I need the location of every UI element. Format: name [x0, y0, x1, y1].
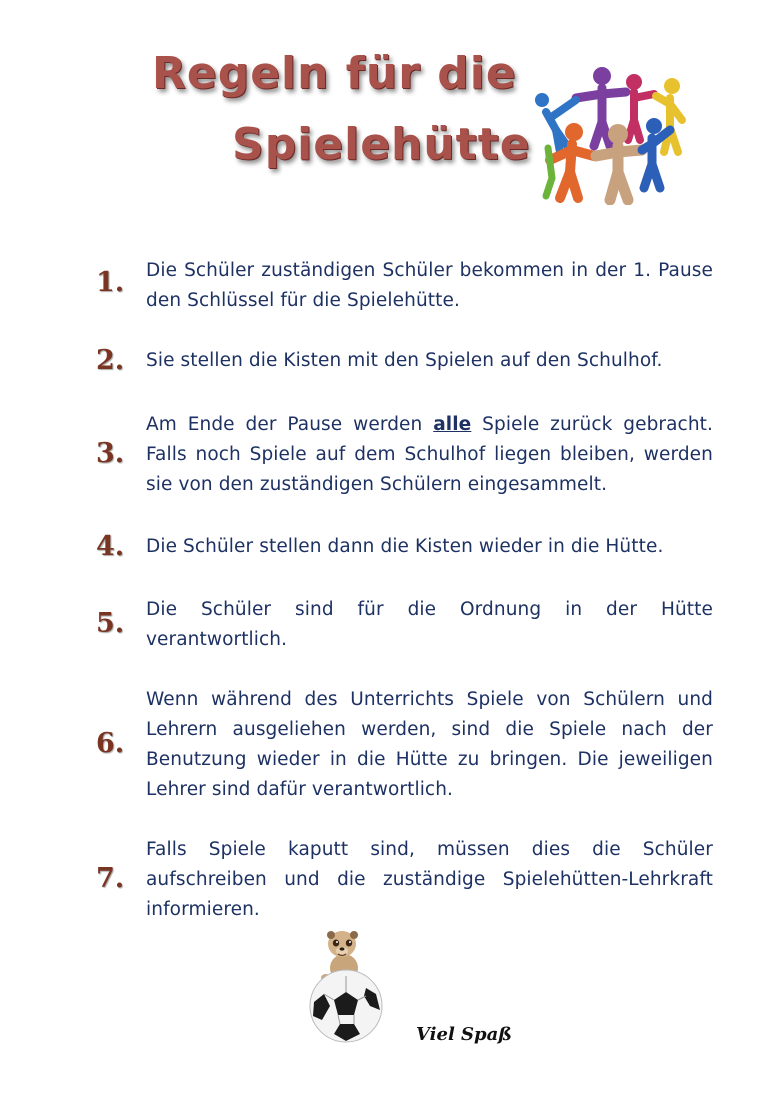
rule-1-text: Die Schüler zuständigen Schüler bekommen in der 1. Pause den Schlüssel für die Spielehütte. — [146, 260, 713, 311]
rule-6-text: Wenn während des Unterrichts Spiele von Schülern und Lehrern ausgeliehen werden, sind die Spiele nach der Benutzung wieder in die Hütte zu bringen. Die jeweiligen Lehrer sind dafür verantwortlich. — [146, 689, 713, 800]
page-title-line-1: Regeln für die — [152, 48, 517, 99]
rule-3-text-start: Am Ende der Pause werden — [146, 414, 434, 435]
rule-3-number: 3. — [96, 438, 125, 469]
children-circle-icon — [530, 60, 695, 205]
rule-4-number: 4. — [96, 531, 125, 562]
signoff-text: Viel Spaß — [416, 1024, 512, 1045]
rule-1-number: 1. — [96, 267, 125, 298]
rule-2-number: 2. — [96, 345, 125, 376]
rule-2-text: Sie stellen die Kisten mit den Spielen auf den Schulhof. — [146, 350, 663, 371]
rule-3-text-end: Spiele zurück gebracht. Falls noch Spiele auf dem Schulhof liegen bleiben, werden sie von den zuständigen Schülern eingesammelt. — [146, 414, 713, 495]
page-title-line-2: Spielehütte — [232, 119, 531, 170]
rule-3-text — [146, 410, 713, 500]
rule-5-text: Die Schüler sind für die Ordnung in der Hütte verantwortlich. — [146, 599, 713, 650]
rule-4-text: Die Schüler stellen dann die Kisten wieder in die Hütte. — [146, 536, 664, 557]
rule-3-emphasis: alle — [433, 414, 472, 435]
rule-7-number: 7. — [96, 863, 125, 894]
rule-6-number: 6. — [96, 728, 125, 759]
rule-7-text: Falls Spiele kaputt sind, müssen dies die Schüler aufschreiben und die zuständige Spielehütten-Lehrkraft informieren. — [146, 839, 713, 920]
meerkat-on-soccer-ball-icon — [300, 920, 400, 1045]
rule-5-number: 5. — [96, 608, 125, 639]
